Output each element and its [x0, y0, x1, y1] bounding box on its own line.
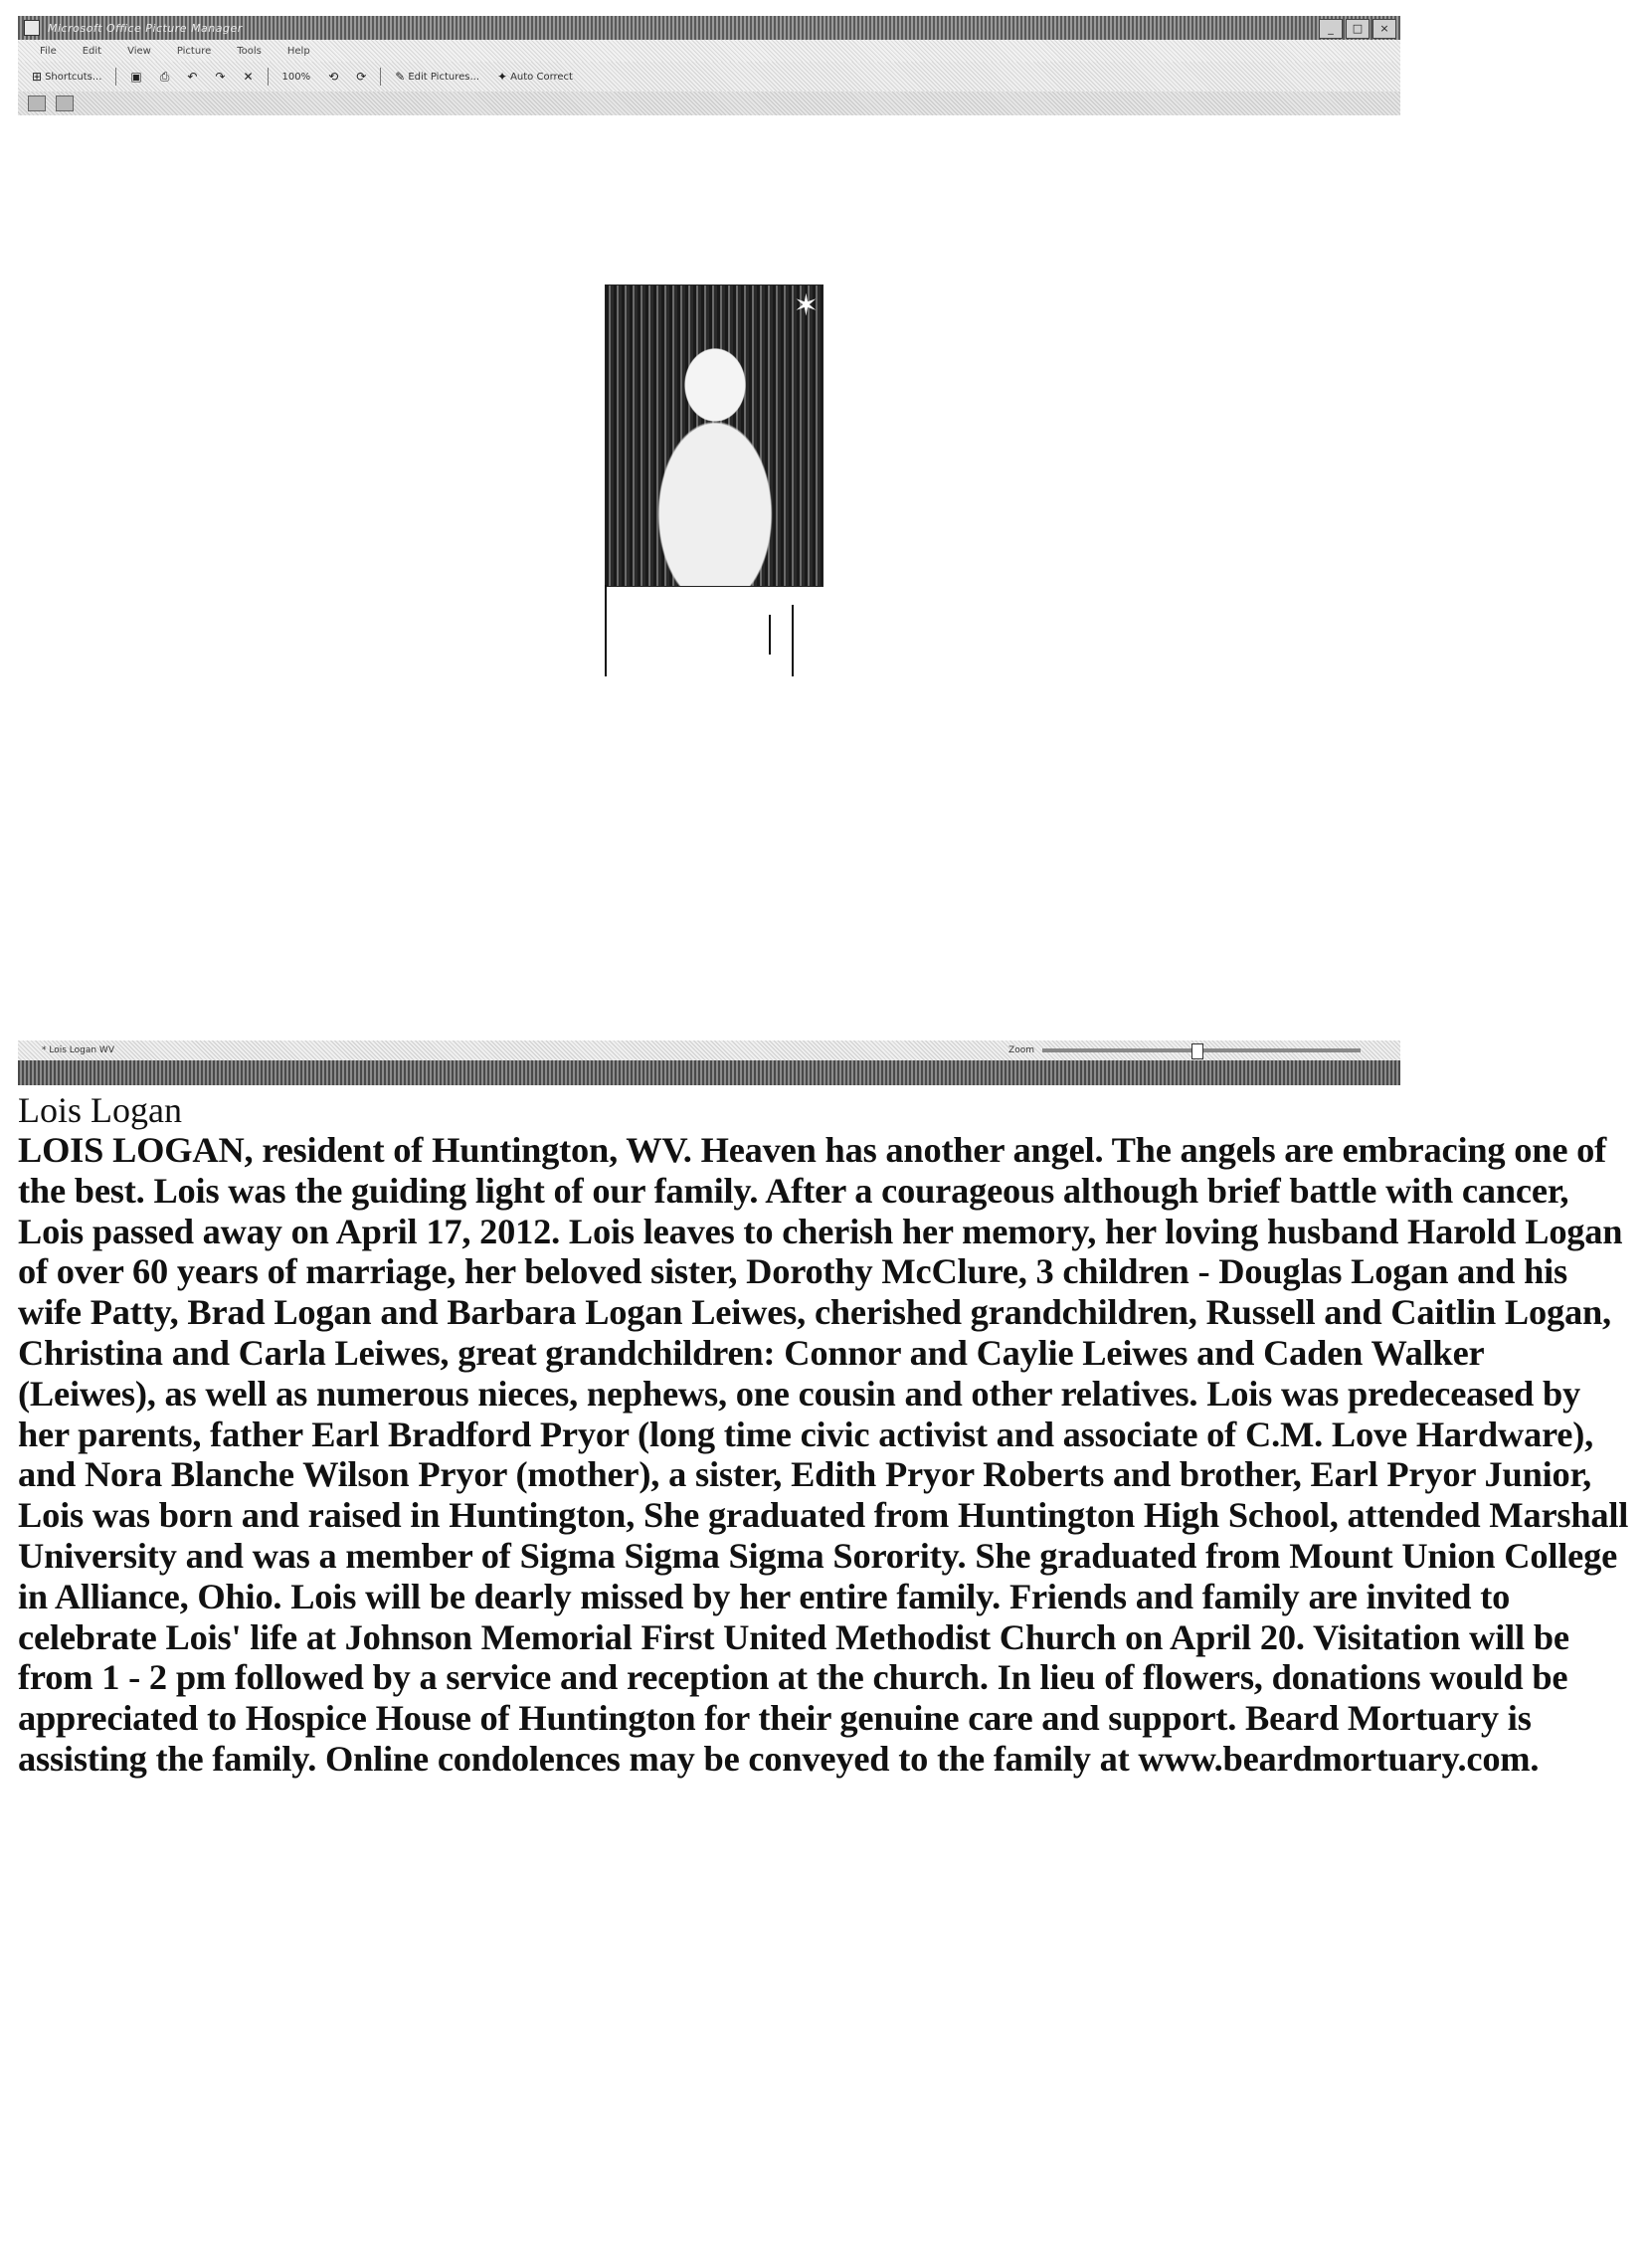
edit-pictures-icon: ✎	[395, 70, 406, 84]
status-file-name: * Lois Logan WV	[42, 1045, 114, 1055]
photo-frame-lines	[605, 585, 822, 684]
single-view-button[interactable]	[56, 95, 74, 111]
toolbar	[18, 62, 1400, 92]
save-icon[interactable]: ▣	[130, 70, 142, 84]
delete-icon[interactable]: ✕	[243, 70, 254, 84]
edit-pictures-button[interactable]	[391, 68, 483, 86]
minimize-button[interactable]: _	[1319, 19, 1343, 39]
auto-correct-icon: ✦	[497, 70, 508, 84]
window-controls	[1319, 19, 1396, 39]
menu-file[interactable]: File	[40, 45, 57, 57]
toolbar-separator	[380, 68, 381, 86]
auto-correct-label: Auto Correct	[510, 71, 573, 83]
window-titlebar	[18, 16, 1400, 40]
window-title: Microsoft Office Picture Manager	[48, 21, 243, 35]
zoom-select[interactable]: 100%	[281, 71, 311, 83]
shortcuts-label: Shortcuts...	[45, 71, 102, 83]
menu-edit[interactable]: Edit	[82, 45, 102, 57]
status-bar	[18, 1040, 1400, 1060]
shortcuts-icon: ⊞	[32, 70, 43, 84]
menu-help[interactable]: Help	[286, 45, 310, 57]
picture-manager-window	[18, 16, 1400, 1085]
taskbar	[18, 1060, 1400, 1085]
app-icon	[24, 20, 40, 36]
obituary-text: LOIS LOGAN, resident of Huntington, WV. Heaven has another angel. The angels are embracing one of the best. Lois was the guiding light of our family. After a courageous although brief battle with cancer, Lois passed away on April 17, 2012. Lois leaves to cherish her memory, her loving husband Harold Logan of over 60 years of marriage, her beloved sister, Dorothy McClure, 3 children - Douglas Logan and his wife Patty, Brad Logan and Barbara Logan Leiwes, cherished grandchildren, Russell and Caitlin Logan, Christina and Carla Leiwes, great grandchildren: Connor and Caylie Leiwes and Caden Walker (Leiwes), as well as numerous nieces, nephews, one cousin and other relatives. Lois was predeceased by her parents, father Earl Bradford Pryor (long time civic activist and associate of C.M. Love Hardware), and Nora Blanche Wilson Pryor (mother), a sister, Edith Pryor Roberts and brother, Earl Pryor Junior, Lois was born and raised in Huntington, She graduated from Huntington High School, attended Marshall University and was a member of Sigma Sigma Sigma Sorority. She graduated from Mount Union College in Alliance, Ohio. Lois will be dearly missed by her entire family. Friends and family are invited to celebrate Lois' life at Johnson Memorial First United Methodist Church on April 20. Visitation will be from 1 - 2 pm followed by a service and reception at the church. In lieu of flowers, donations would be appreciated to Hospice House of Huntington for their genuine care and support. Beard Mortuary is assisting the family. Online condolences may be conveyed to the family at www.beardmortuary.com.	[18, 1130, 1629, 1779]
zoom-slider-thumb[interactable]	[1191, 1043, 1203, 1059]
edit-pictures-label: Edit Pictures...	[408, 71, 480, 83]
close-button[interactable]: ×	[1372, 19, 1396, 39]
frame-line	[769, 615, 771, 655]
obituary	[18, 1090, 1629, 1780]
shortcuts-button[interactable]	[28, 68, 105, 86]
menu-tools[interactable]: Tools	[237, 45, 262, 57]
maximize-button[interactable]: □	[1346, 19, 1370, 39]
frame-line	[792, 605, 794, 676]
portrait-photo	[605, 284, 824, 587]
menu-view[interactable]: View	[127, 45, 151, 57]
menu-picture[interactable]: Picture	[176, 45, 212, 57]
obituary-name: Lois Logan	[18, 1090, 182, 1130]
thumbnail-view-button[interactable]	[28, 95, 46, 111]
rotate-left-icon[interactable]: ⟲	[328, 70, 339, 84]
view-bar	[18, 92, 1400, 115]
undo-icon[interactable]: ↶	[187, 70, 198, 84]
rotate-right-icon[interactable]: ⟳	[356, 70, 367, 84]
toolbar-separator	[115, 68, 116, 86]
frame-line	[605, 585, 607, 676]
zoom-label: Zoom	[1008, 1045, 1034, 1055]
zoom-slider[interactable]	[1042, 1048, 1361, 1052]
star-icon: ✶	[793, 289, 819, 322]
menu-bar	[18, 40, 1400, 62]
toolbar-separator	[268, 68, 269, 86]
auto-correct-button[interactable]	[493, 68, 577, 86]
print-icon[interactable]: ⎙	[159, 69, 170, 84]
redo-icon[interactable]: ↷	[215, 70, 226, 84]
